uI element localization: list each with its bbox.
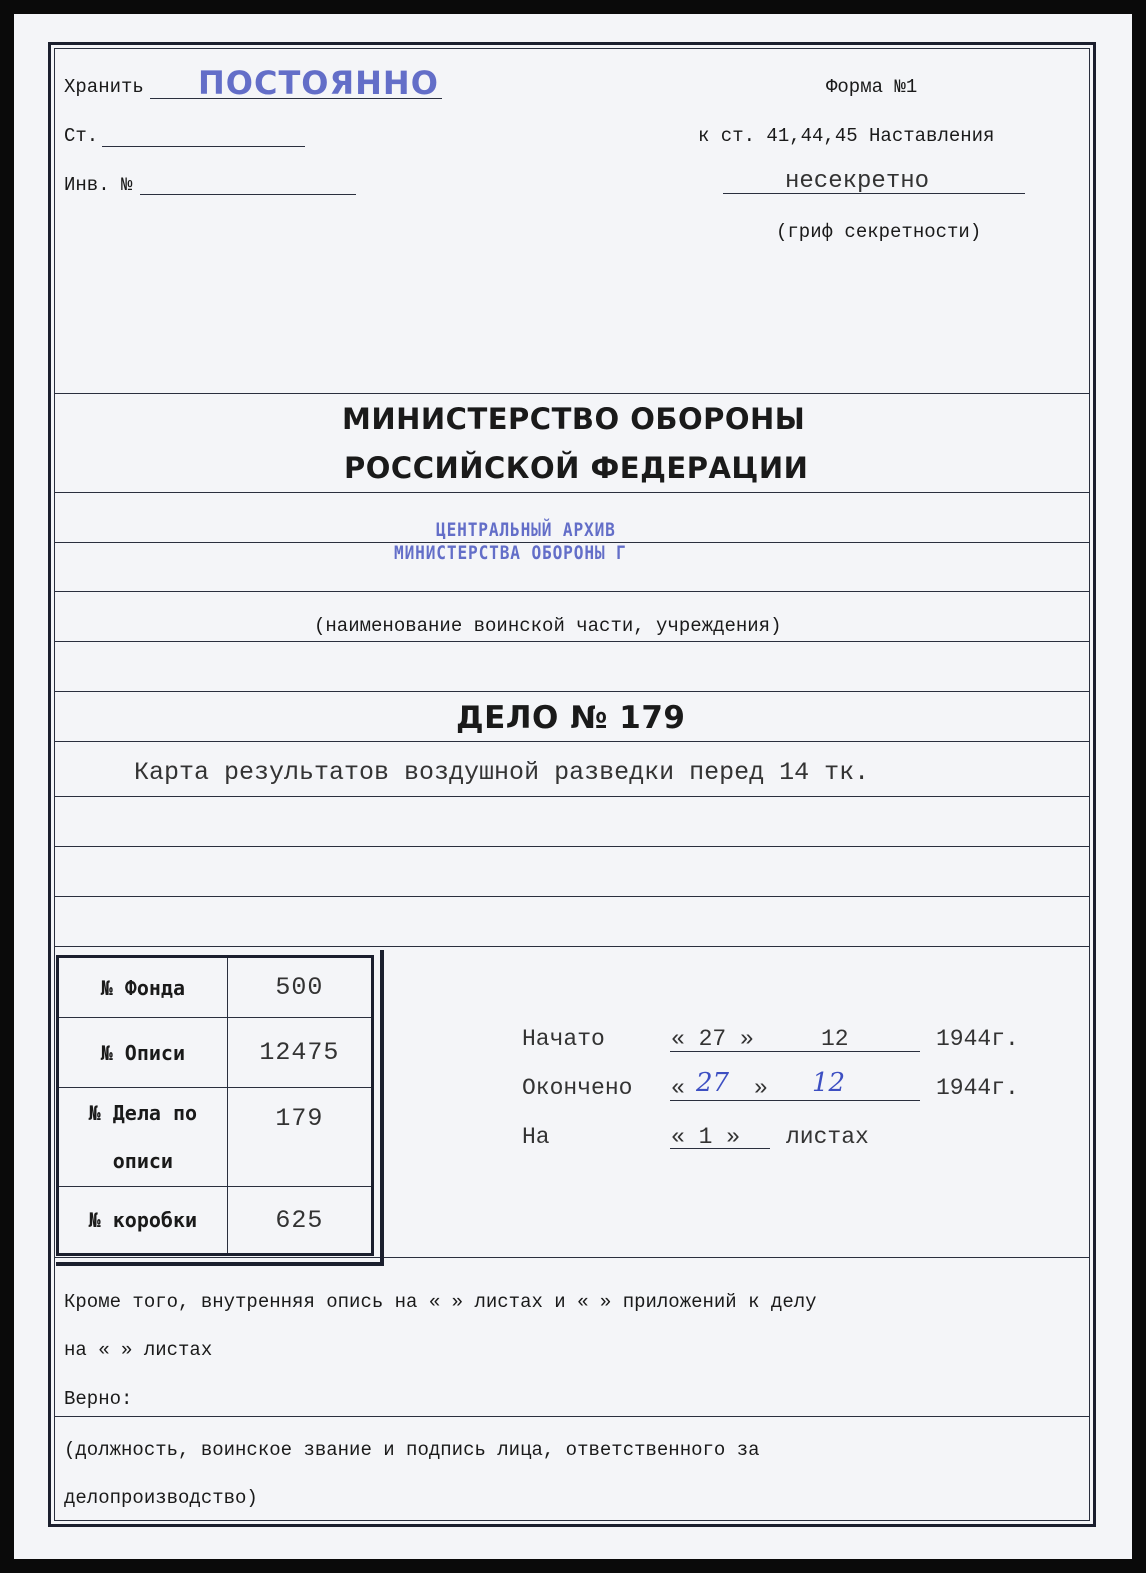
- form-rule: [55, 896, 1089, 897]
- form-rule: [55, 1416, 1089, 1417]
- inv-underline: [140, 194, 356, 195]
- table-label-fond: № Фонда: [58, 957, 228, 1018]
- form-rule: [55, 691, 1089, 692]
- table-row: [58, 1187, 373, 1255]
- inv-label: Инв. №: [64, 174, 133, 196]
- ended-label: Окончено: [522, 1075, 633, 1101]
- keep-stamp: ПОСТОЯННО: [198, 64, 439, 102]
- ended-close-quote: »: [754, 1075, 768, 1101]
- form-rule: [55, 492, 1089, 493]
- started-month: 12: [821, 1026, 849, 1052]
- unit-caption: (наименование воинской части, учреждения): [314, 615, 782, 637]
- st-underline: [102, 146, 305, 147]
- table-value-box: 625: [227, 1187, 372, 1255]
- responsible-line-1: (должность, воинское звание и подпись лица, ответственного за: [64, 1439, 760, 1461]
- sheets-value: « 1 »: [671, 1124, 741, 1150]
- ended-underline: [670, 1100, 920, 1101]
- form-label: Форма №1: [826, 76, 918, 98]
- table-row: [58, 1018, 373, 1088]
- started-day: « 27 »: [671, 1026, 754, 1052]
- ministry-line-1: МИНИСТЕРСТВО ОБОРОНЫ: [342, 402, 806, 436]
- sheets-suffix: листах: [786, 1124, 869, 1150]
- sheets-label: На: [522, 1124, 550, 1150]
- form-rule: [55, 393, 1089, 394]
- secrecy-value: несекретно: [785, 168, 930, 195]
- ended-month-handwritten: 12: [812, 1068, 846, 1098]
- table-value-opis: 12475: [227, 1018, 372, 1088]
- responsible-line-2: делопроизводство): [64, 1487, 258, 1509]
- archive-stamp-line-2: МИНИСТЕРСТВА ОБОРОНЫ Г: [394, 542, 627, 564]
- form-rule: [55, 796, 1089, 797]
- archive-table: [56, 955, 374, 1256]
- sheets-underline: [670, 1148, 770, 1149]
- table-row: [58, 957, 373, 1018]
- ministry-line-2: РОССИЙСКОЙ ФЕДЕРАЦИИ: [344, 451, 809, 485]
- ended-year: 1944г.: [936, 1075, 1019, 1101]
- table-label-delo: № Дела по описи: [58, 1088, 228, 1187]
- form-rule: [55, 846, 1089, 847]
- form-rule: [55, 946, 1089, 947]
- case-description: Карта результатов воздушной разведки перед 14 тк.: [134, 758, 870, 787]
- verified-label: Верно:: [64, 1388, 133, 1410]
- extra-inventory-line-2: на « » листах: [64, 1339, 213, 1361]
- started-year: 1944г.: [936, 1026, 1019, 1052]
- form-rule: [55, 641, 1089, 642]
- table-row: [58, 1088, 373, 1187]
- secrecy-underline: [723, 193, 1025, 194]
- form-rule: [55, 741, 1089, 742]
- table-label-box: № коробки: [58, 1187, 228, 1255]
- secrecy-caption: (гриф секретности): [776, 221, 982, 243]
- started-underline: [670, 1051, 920, 1052]
- ended-open-quote: «: [671, 1075, 685, 1101]
- extra-inventory-line-1: Кроме того, внутренняя опись на « » листах и « » приложений к делу: [64, 1291, 817, 1313]
- ended-day-handwritten: 27: [696, 1068, 730, 1098]
- table-value-delo: 179: [227, 1088, 372, 1187]
- started-label: Начато: [522, 1026, 605, 1052]
- article-reference: к ст. 41,44,45 Наставления: [698, 125, 995, 147]
- table-label-opis: № Описи: [58, 1018, 228, 1088]
- table-value-fond: 500: [227, 957, 372, 1018]
- archive-stamp-line-1: ЦЕНТРАЛЬНЫЙ АРХИВ: [436, 519, 616, 541]
- case-title: ДЕЛО № 179: [456, 700, 686, 736]
- form-rule: [55, 591, 1089, 592]
- st-label: Ст.: [64, 125, 99, 147]
- keep-label: Хранить: [64, 76, 144, 98]
